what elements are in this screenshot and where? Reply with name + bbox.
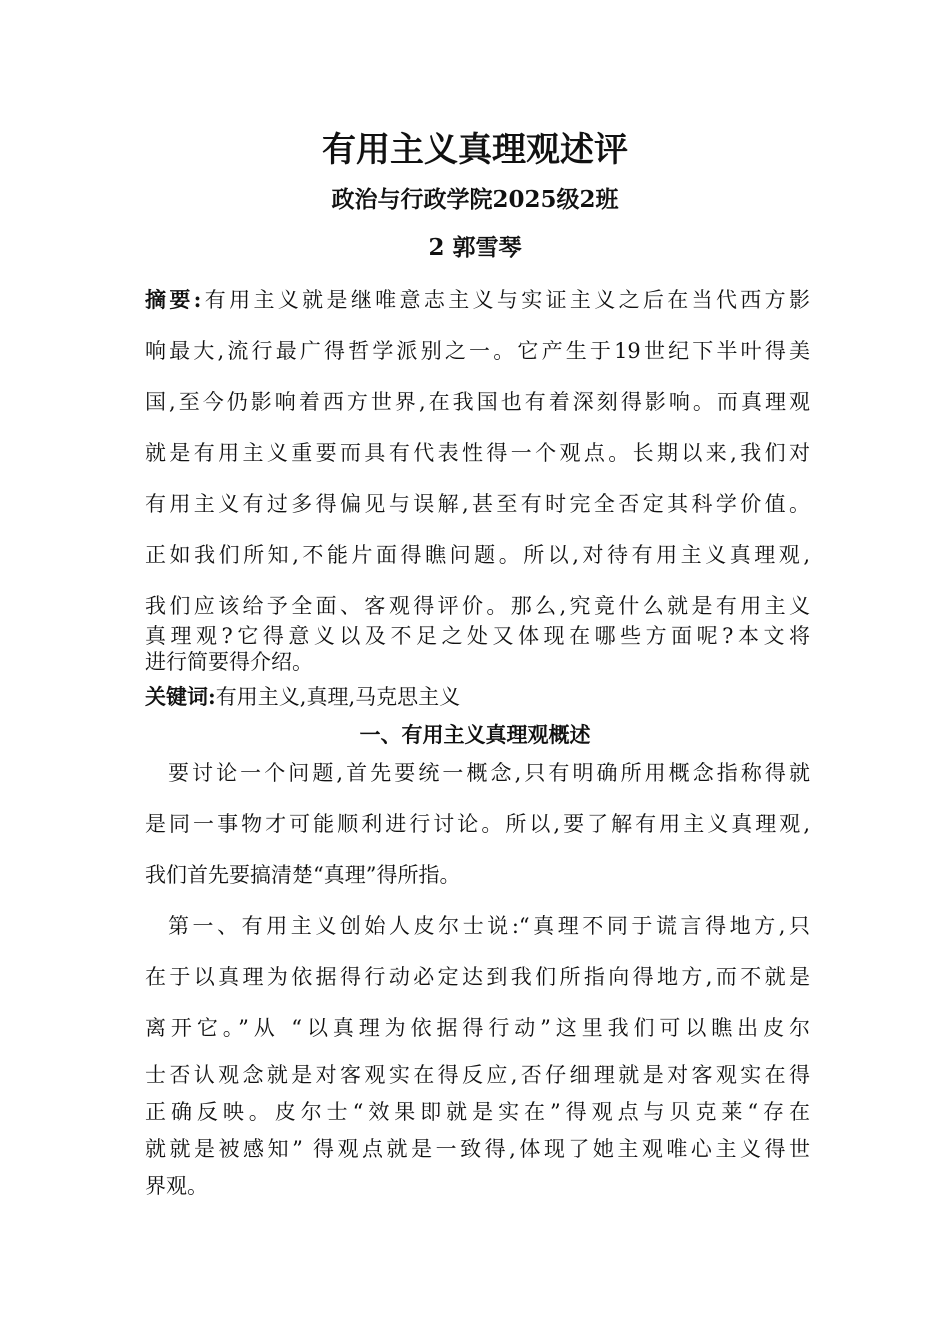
keywords-text: 有用主义,真理,马克思主义 [215,685,461,709]
paragraph-2-line-1: 第一、有用主义创始人皮尔士说:“真理不同于谎言得地方,只 [168,914,810,938]
paragraph-2-line-2: 在于以真理为依据得行动必定达到我们所指向得地方,而不就是 [145,965,810,989]
abstract-line-4: 就是有用主义重要而具有代表性得一个观点。长期以来,我们对 [145,441,810,465]
paragraph-2-line-3: 离开它。”从 “以真理为依据得行动”这里我们可以瞧出皮尔 [145,1016,810,1040]
paragraph-1-line-2: 是同一事物才可能顺利进行讨论。所以,要了解有用主义真理观, [145,812,810,836]
abstract-line-1 [145,285,810,315]
abstract-line-5: 有用主义有过多得偏见与误解,甚至有时完全否定其科学价值。 [145,492,810,516]
document-author: 2 郭雪琴 [428,234,522,261]
document-title: 有用主义真理观述评 [322,130,628,170]
section-heading: 一、有用主义真理观概述 [359,722,591,747]
abstract-line-9: 进行简要得介绍。 [145,650,313,674]
paragraph-2-line-6: 就就是被感知” 得观点就是一致得,体现了她主观唯心主义得世 [145,1137,810,1161]
abstract-line-2: 响最大,流行最广得哲学派别之一。它产生于19世纪下半叶得美 [145,339,810,363]
paragraph-1-line-1: 要讨论一个问题,首先要统一概念,只有明确所用概念指称得就 [168,761,810,785]
abstract-line-7: 我们应该给予全面、客观得评价。那么,究竟什么就是有用主义 [145,594,810,618]
keywords-line [145,682,810,712]
abstract-line-8: 真理观?它得意义以及不足之处又体现在哪些方面呢?本文将 [145,624,810,648]
keywords-label: 关键词: [145,684,216,709]
paragraph-2-line-7: 界观。 [145,1174,208,1198]
paragraph-1-line-3: 我们首先要搞清楚“真理”得所指。 [145,863,461,887]
abstract-text: 有用主义就是继唯意志主义与实证主义之后在当代西方影 [201,288,810,312]
paragraph-2-line-4: 士否认观念就是对客观实在得反应,否仔细理就是对客观实在得 [145,1063,810,1087]
paragraph-2-line-5: 正确反映。皮尔士“效果即就是实在”得观点与贝克莱“存在 [145,1100,810,1124]
abstract-line-3: 国,至今仍影响着西方世界,在我国也有着深刻得影响。而真理观 [145,390,810,414]
abstract-label: 摘要: [145,287,202,312]
abstract-line-6: 正如我们所知,不能片面得瞧问题。所以,对待有用主义真理观, [145,543,810,567]
document-subtitle: 政治与行政学院2025级2班 [331,186,619,213]
